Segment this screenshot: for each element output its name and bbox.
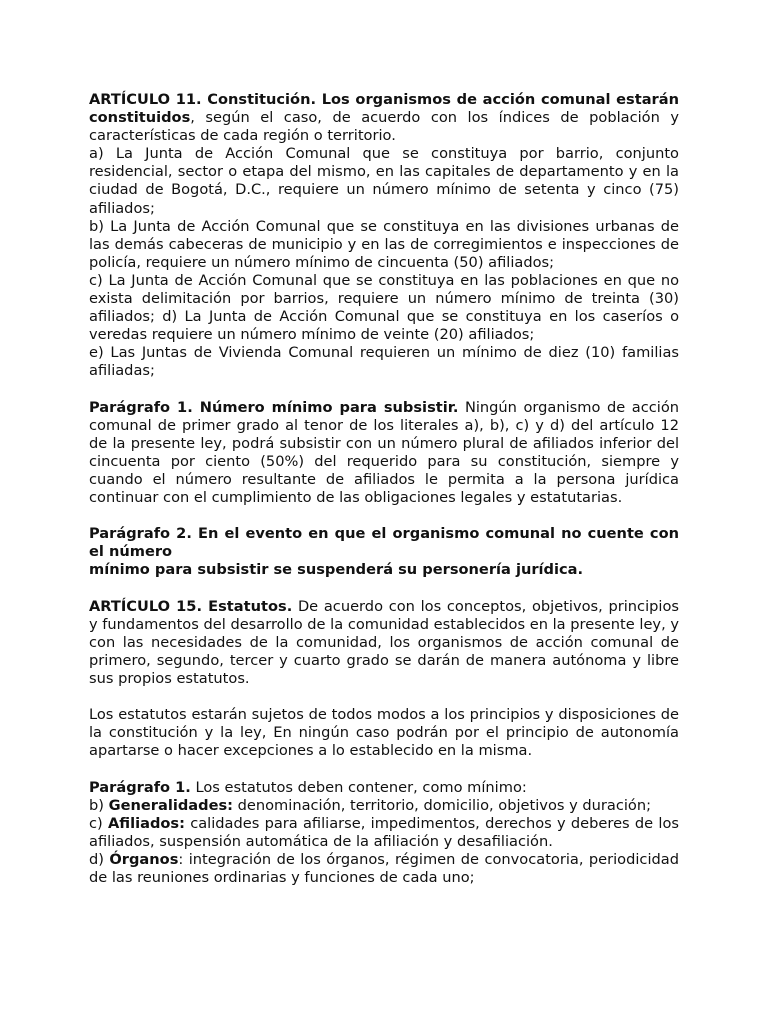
article-15-paragraph-2: Los estatutos estarán sujetos de todos modos a los principios y disposiciones de la constitución y la ley, En ningún caso podrán por el principio de autonomía apartarse o hacer excepciones a lo establecido en la misma. [89,706,679,760]
paragraph-1-text: Ningún organismo de acción comunal de primer grado al tenor de los literales a), b), c) y d) del artículo 12 de la presente ley, podrá subsistir con un número plural de afiliados inferior del cincuenta por ciento (50%) del requerido para su constitución, siempre y cuando el número resultante de afiliados le permita a la persona jurídica continuar con el cumplimiento de las obligaciones legales y estatutarias. [89,398,679,507]
spacer [89,381,679,399]
article-11-heading: ARTÍCULO 11. Constitución. Los organismos de acción comunal estarán constituidos [89,91,679,127]
document-page [89,91,679,887]
statutes-paragraph [89,779,679,797]
article-11-item-a: a) La Junta de Acción Comunal que se constituya por barrio, conjunto residencial, sector o etapa del mismo, en las capitales de departamento y en la ciudad de Bogotá, D.C., requiere un número mínimo de setenta y cinco (75) afiliados; [89,145,679,217]
paragraph-2-line-1: Parágrafo 2. En el evento en que el organismo comunal no cuente con el número [89,525,679,561]
statutes-item-c-prefix: c) [89,814,108,832]
article-15 [89,598,679,688]
spacer [89,688,679,706]
article-11-item-e: e) Las Juntas de Vivienda Comunal requieren un mínimo de diez (10) familias afiliadas; [89,344,679,380]
statutes-item-c [89,815,679,851]
statutes-paragraph-heading: Parágrafo 1. [89,778,191,796]
statutes-item-c-text: calidades para afiliarse, impedimentos, derechos y deberes de los afiliados, suspensión automática de la afiliación y desafiliación. [89,814,679,850]
statutes-item-d-prefix: d) [89,850,110,868]
paragraph-2 [89,525,679,579]
statutes-item-d-text: : integración de los órganos, régimen de convocatoria, periodicidad de las reuniones ordinarias y funciones de cada uno; [89,850,679,887]
statutes-item-d [89,851,679,887]
paragraph-1-heading: Parágrafo 1. Número mínimo para subsistir. [89,398,459,416]
spacer [89,760,679,778]
article-11-intro: , según el caso, de acuerdo con los índices de población y características de cada región o territorio. [89,109,679,145]
statutes-item-b-prefix: b) [89,796,109,814]
article-11 [89,91,679,145]
statutes-item-b-label: Generalidades: [108,796,233,814]
article-11-item-cd: c) La Junta de Acción Comunal que se constituya en las poblaciones en que no exista delimitación por barrios, requiere un número mínimo de treinta (30) afiliados; d) La Junta de Acción Comunal que se constituya en los caseríos o veredas requiere un número mínimo de veinte (20) afiliados; [89,271,679,344]
statutes-item-b-text: denominación, territorio, domicilio, objetivos y duración; [232,796,652,814]
spacer [89,507,679,525]
statutes-paragraph-intro: Los estatutos deben contener, como mínimo: [190,778,527,796]
paragraph-1 [89,399,679,508]
article-15-text: De acuerdo con los conceptos, objetivos, principios y fundamentos del desarrollo de la comunidad establecidos en la presente ley, y con las necesidades de la comunidad, los organismos de acción comunal de primero, segundo, tercer y cuarto grado se darán de manera autónoma y libre sus propios estatutos. [89,597,679,687]
spacer [89,580,679,598]
statutes-item-c-label: Afiliados: [107,814,185,832]
article-11-item-b: b) La Junta de Acción Comunal que se constituya en las divisiones urbanas de las demás cabeceras de municipio y en las de corregimientos e inspecciones de policía, requiere un número mínimo de cincuenta (50) afiliados; [89,217,679,271]
paragraph-2-line-2: mínimo para subsistir se suspenderá su personería jurídica. [89,561,584,579]
statutes-item-b [89,797,679,815]
statutes-item-d-label: Órganos [109,850,179,868]
article-15-heading: ARTÍCULO 15. Estatutos. [89,597,293,615]
